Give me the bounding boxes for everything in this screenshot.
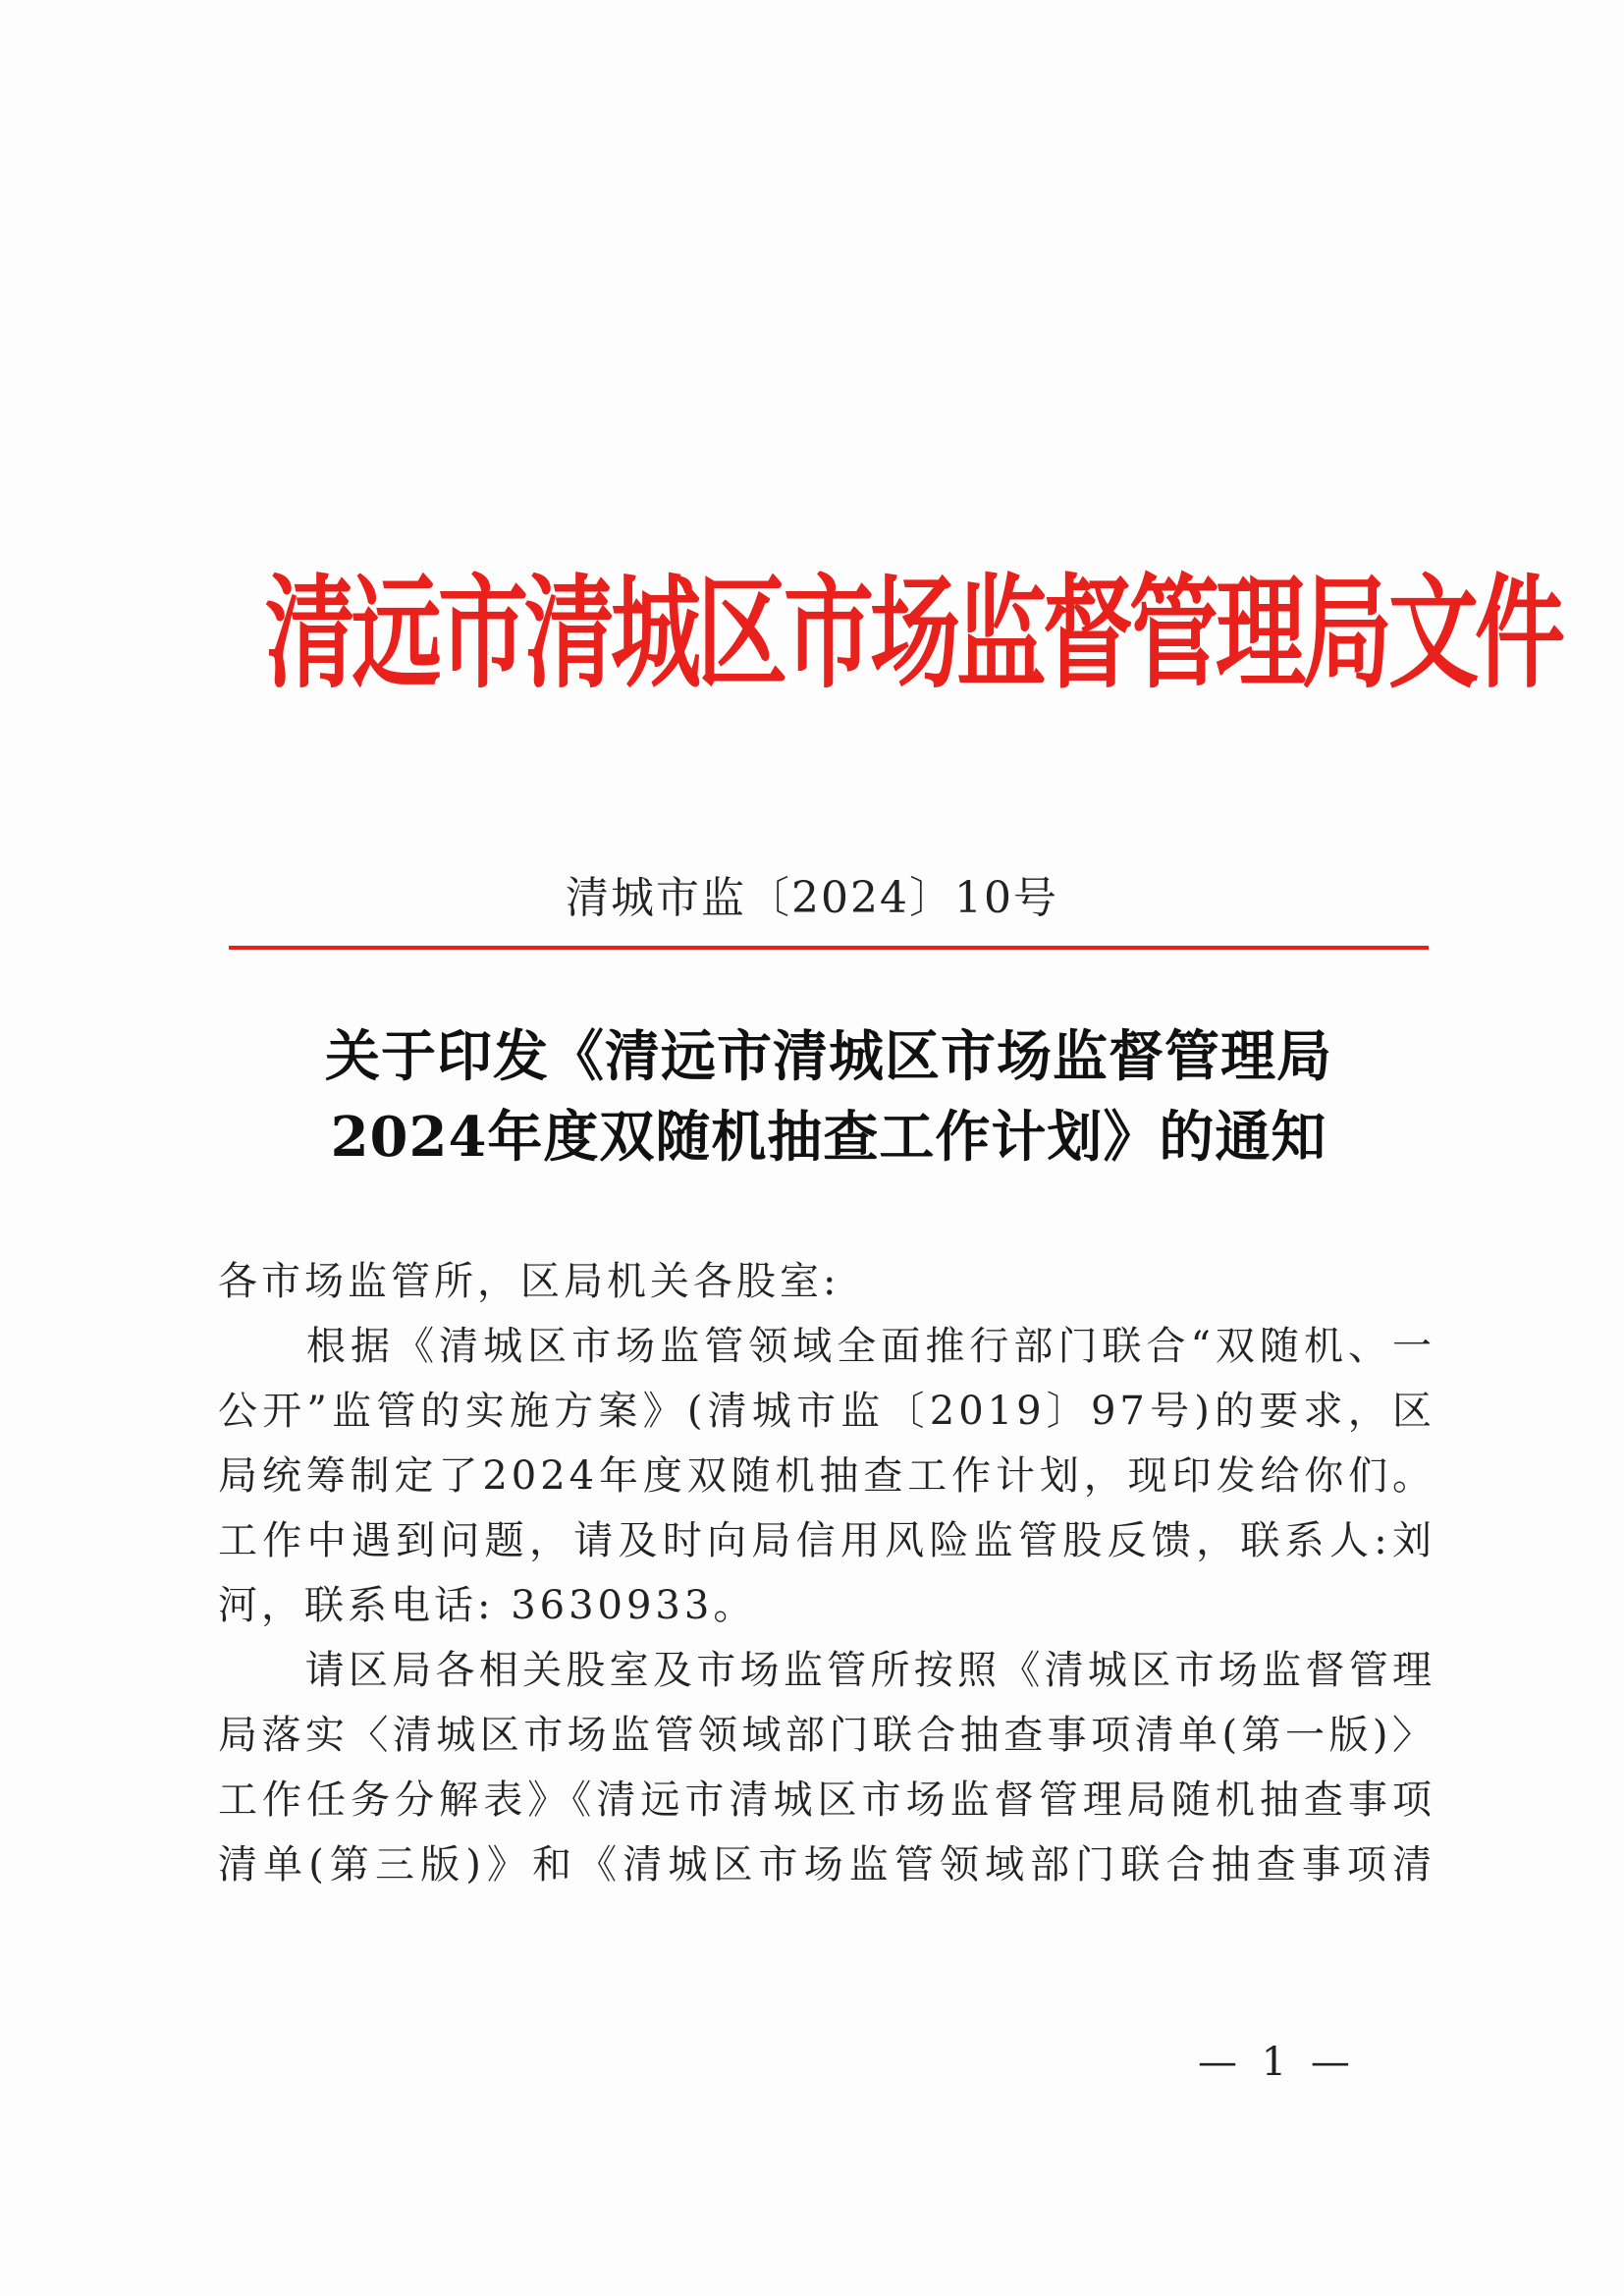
body-line: 请区局各相关股室及市场监管所按照《清城区市场监督管理 bbox=[218, 1648, 1435, 1693]
salutation: 各市场监管所，区局机关各股室: bbox=[218, 1259, 840, 1304]
page-number: — 1 — bbox=[1198, 2040, 1356, 2085]
notice-title bbox=[226, 1016, 1432, 1177]
body-line: 工作任务分解表》《清远市清城区市场监督管理局随机抽查事项 bbox=[218, 1777, 1435, 1823]
body-line: 河，联系电话: 3630933。 bbox=[218, 1583, 757, 1628]
body-line: 工作中遇到问题，请及时向局信用风险监管股反馈，联系人:刘 bbox=[218, 1518, 1435, 1563]
body-line: 公开”监管的实施方案》(清城市监〔2019〕97号)的要求，区 bbox=[218, 1389, 1435, 1434]
notice-title-line: 2024年度双随机抽查工作计划》的通知 bbox=[330, 1105, 1327, 1170]
body-line: 局落实〈清城区市场监管领域部门联合抽查事项清单(第一版)〉 bbox=[218, 1713, 1435, 1758]
red-divider-line bbox=[229, 946, 1429, 950]
body-line: 局统筹制定了2024年度双随机抽查工作计划，现印发给你们。 bbox=[218, 1453, 1435, 1499]
notice-body bbox=[218, 1249, 1435, 1897]
body-line: 清单(第三版)》和《清城区市场监管领域部门联合抽查事项清 bbox=[218, 1842, 1435, 1887]
masthead-title: 清远市清城区市场监督管理局文件 bbox=[265, 563, 1562, 705]
body-line: 根据《清城区市场监管领域全面推行部门联合“双随机、一 bbox=[218, 1324, 1435, 1369]
document-number: 清城市监〔2024〕10号 bbox=[566, 873, 1058, 923]
notice-title-line: 关于印发《清远市清城区市场监督管理局 bbox=[325, 1024, 1332, 1089]
